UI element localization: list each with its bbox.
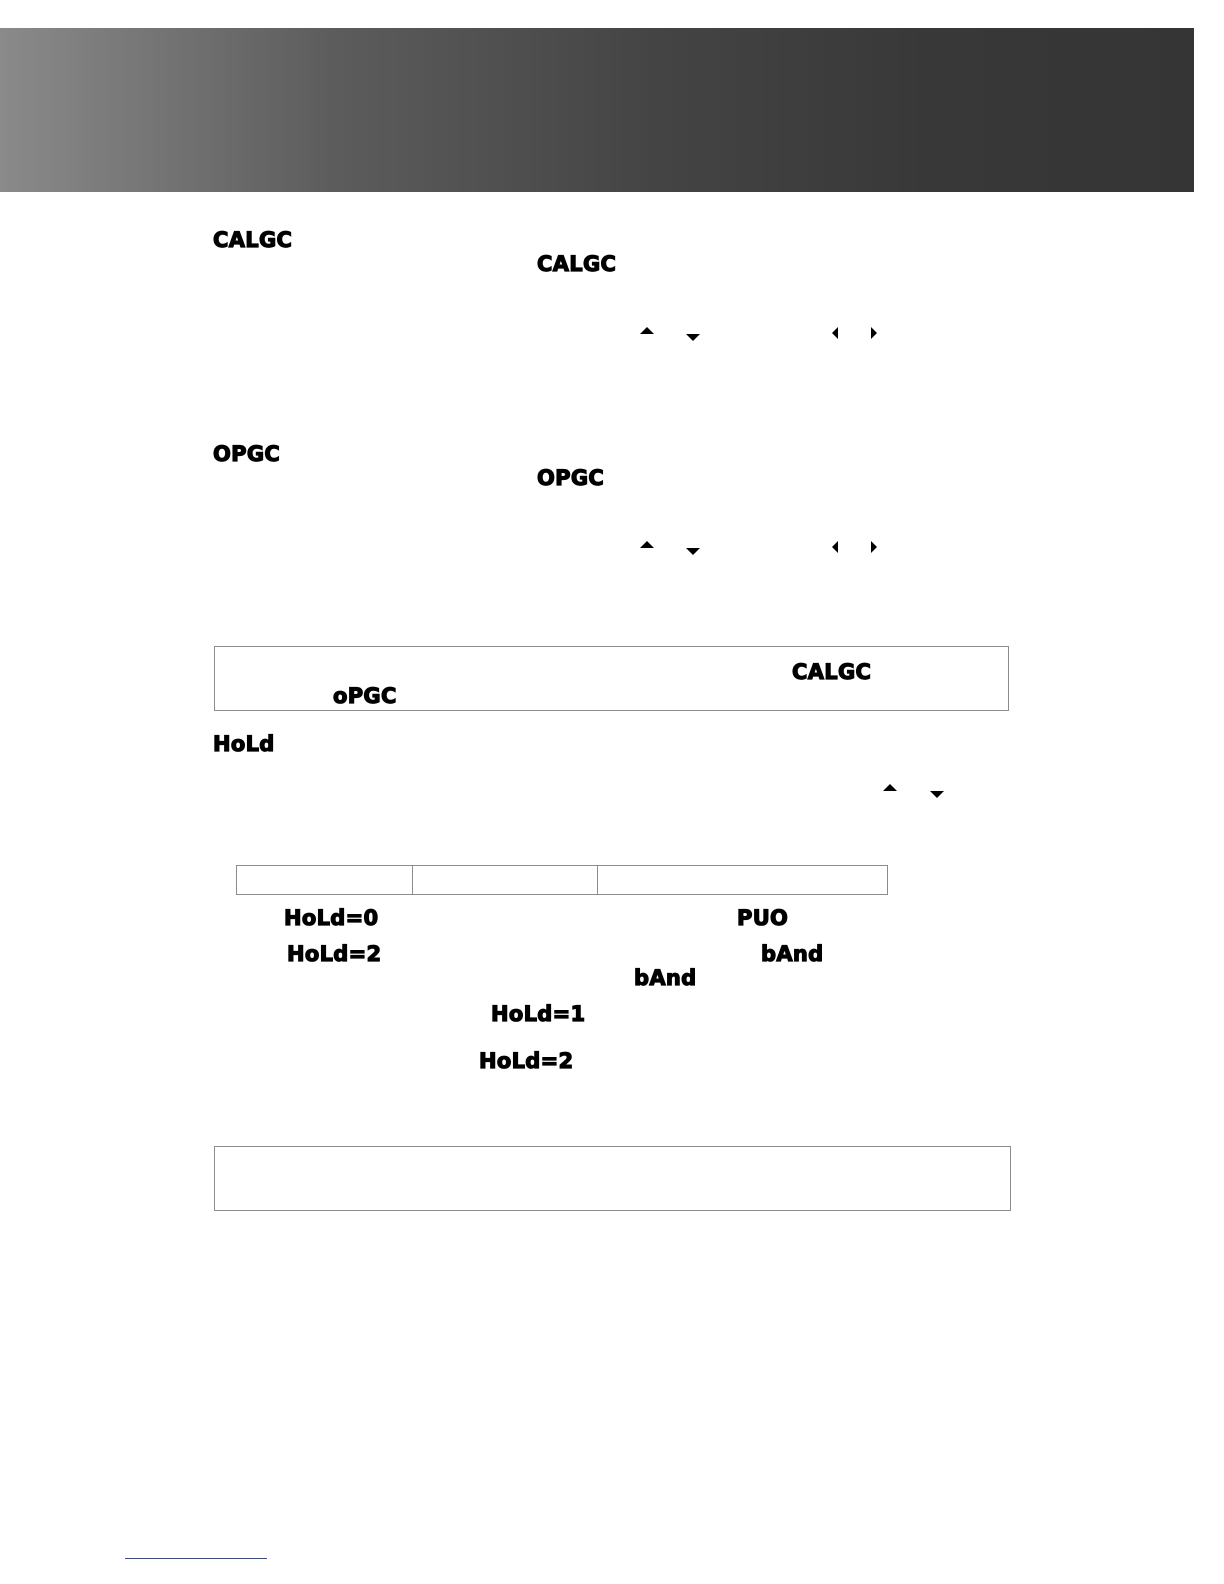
right-arrow-icon <box>871 541 877 553</box>
band-value: bAnd <box>761 942 824 966</box>
left-arrow-icon <box>832 327 838 339</box>
table-cell <box>598 866 888 895</box>
hold0-value: HoLd=0 <box>284 906 379 930</box>
header-band <box>0 28 1194 192</box>
up-arrow-icon <box>883 784 897 791</box>
note-opgc-value: oPGC <box>333 684 397 708</box>
down-arrow-icon <box>686 548 700 555</box>
table-cell <box>413 866 598 895</box>
down-arrow-icon <box>930 791 944 798</box>
band-value: bAnd <box>634 966 697 990</box>
up-arrow-icon <box>640 541 654 548</box>
puo-value: PUO <box>737 906 789 930</box>
note-box <box>214 1146 1011 1211</box>
right-arrow-icon <box>871 327 877 339</box>
hold1-value: HoLd=1 <box>491 1002 586 1026</box>
hold2-value: HoLd=2 <box>287 942 382 966</box>
hold-table <box>236 865 888 895</box>
up-arrow-icon <box>640 327 654 334</box>
left-arrow-icon <box>832 541 838 553</box>
table-cell <box>237 866 413 895</box>
footer-link[interactable] <box>125 1558 267 1559</box>
opgc-heading: OPGC <box>213 442 281 466</box>
note-calgc-value: CALGC <box>792 660 872 684</box>
opgc-display-value: OPGC <box>537 466 605 490</box>
table-row <box>237 866 888 895</box>
hold2-value: HoLd=2 <box>479 1049 574 1073</box>
calgc-display-value: CALGC <box>537 252 617 276</box>
down-arrow-icon <box>686 334 700 341</box>
hold-heading: HoLd <box>213 732 275 756</box>
calgc-heading: CALGC <box>213 228 293 252</box>
